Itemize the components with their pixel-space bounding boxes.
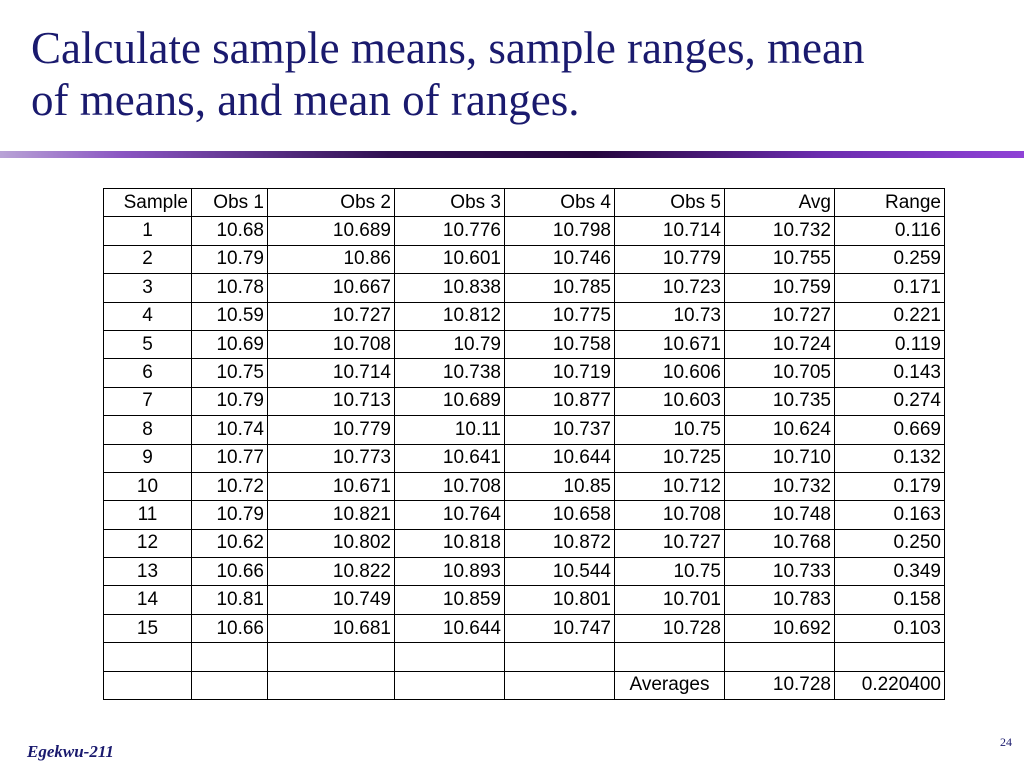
header-cell: Avg [725,189,835,217]
table-cell: 10.689 [395,387,505,415]
table-row [104,274,945,302]
sample-number-cell: 3 [104,274,192,302]
table-cell: 10.712 [615,472,725,500]
table-row [104,586,945,614]
table-cell: 10.671 [268,472,395,500]
sample-number-cell: 11 [104,501,192,529]
table-cell: 10.758 [505,330,615,358]
table-cell: 10.544 [505,558,615,586]
header-cell: Sample [104,189,192,217]
empty-cell [615,643,725,671]
table-cell: 10.801 [505,586,615,614]
header-cell: Range [835,189,945,217]
empty-cell [505,671,615,699]
table-cell: 10.728 [615,614,725,642]
table-cell: 10.66 [192,558,268,586]
table-cell: 10.72 [192,472,268,500]
table-cell: 10.692 [725,614,835,642]
table-cell: 10.749 [268,586,395,614]
table-cell: 10.714 [615,217,725,245]
table-cell: 10.764 [395,501,505,529]
table-body [104,189,945,700]
sample-number-cell: 15 [104,614,192,642]
table-cell: 10.69 [192,330,268,358]
table-cell: 10.727 [268,302,395,330]
empty-cell [192,671,268,699]
table-cell: 10.86 [268,245,395,273]
table-cell: 0.103 [835,614,945,642]
sample-number-cell: 6 [104,359,192,387]
empty-cell [268,671,395,699]
table-cell: 10.603 [615,387,725,415]
table-cell: 10.601 [395,245,505,273]
table-cell: 10.11 [395,416,505,444]
table-header-row [104,189,945,217]
table-cell: 0.116 [835,217,945,245]
table-cell: 10.785 [505,274,615,302]
table-cell: 10.735 [725,387,835,415]
sample-data-table [103,188,945,700]
table-cell: 10.78 [192,274,268,302]
table-cell: 10.773 [268,444,395,472]
table-cell: 10.667 [268,274,395,302]
empty-cell [505,643,615,671]
empty-cell [395,671,505,699]
sample-number-cell: 1 [104,217,192,245]
table-cell: 0.250 [835,529,945,557]
table-cell: 10.710 [725,444,835,472]
empty-cell [835,643,945,671]
table-cell: 10.641 [395,444,505,472]
table-cell: 10.75 [192,359,268,387]
table-cell: 10.681 [268,614,395,642]
header-cell: Obs 2 [268,189,395,217]
table-cell: 0.259 [835,245,945,273]
sample-number-cell: 8 [104,416,192,444]
header-cell: Obs 3 [395,189,505,217]
averages-label-cell: Averages [615,671,725,699]
table-empty-row [104,643,945,671]
sample-number-cell: 7 [104,387,192,415]
table-cell: 10.79 [192,245,268,273]
table-cell: 10.59 [192,302,268,330]
table-cell: 10.748 [725,501,835,529]
table-cell: 10.725 [615,444,725,472]
table-row [104,330,945,358]
table-cell: 10.822 [268,558,395,586]
table-cell: 10.658 [505,501,615,529]
empty-cell [725,643,835,671]
table-cell: 0.274 [835,387,945,415]
table-cell: 10.77 [192,444,268,472]
table-cell: 10.723 [615,274,725,302]
table-row [104,359,945,387]
slide-title [31,22,1001,126]
table-cell: 10.73 [615,302,725,330]
title-divider [0,151,1024,158]
table-cell: 10.708 [615,501,725,529]
table-cell: 10.779 [615,245,725,273]
header-cell: Obs 1 [192,189,268,217]
table-row [104,472,945,500]
table-cell: 10.79 [192,501,268,529]
table-cell: 10.776 [395,217,505,245]
table-cell: 10.812 [395,302,505,330]
table-cell: 10.872 [505,529,615,557]
table-row [104,302,945,330]
sample-number-cell: 9 [104,444,192,472]
table-cell: 10.671 [615,330,725,358]
table-row [104,501,945,529]
table-cell: 10.708 [395,472,505,500]
sample-number-cell: 2 [104,245,192,273]
sample-number-cell: 14 [104,586,192,614]
table-cell: 10.75 [615,558,725,586]
table-cell: 10.719 [505,359,615,387]
table-cell: 10.821 [268,501,395,529]
table-cell: 10.705 [725,359,835,387]
mean-of-means-cell: 10.728 [725,671,835,699]
table-cell: 10.624 [725,416,835,444]
table-cell: 0.171 [835,274,945,302]
slide-title-line-2: of means, and mean of ranges. [31,75,580,125]
table-cell: 10.733 [725,558,835,586]
table-cell: 10.893 [395,558,505,586]
table-cell: 10.746 [505,245,615,273]
table-row [104,387,945,415]
table-cell: 10.714 [268,359,395,387]
table-cell: 10.66 [192,614,268,642]
table-cell: 10.768 [725,529,835,557]
sample-number-cell: 10 [104,472,192,500]
slide-title-line-1: Calculate sample means, sample ranges, mean [31,23,865,73]
header-cell: Obs 4 [505,189,615,217]
table-row [104,416,945,444]
table-cell: 0.143 [835,359,945,387]
table-cell: 10.606 [615,359,725,387]
empty-cell [104,643,192,671]
table-cell: 10.783 [725,586,835,614]
table-row [104,529,945,557]
table-cell: 10.727 [615,529,725,557]
table-cell: 10.747 [505,614,615,642]
table-cell: 10.877 [505,387,615,415]
table-cell: 0.119 [835,330,945,358]
table-cell: 10.713 [268,387,395,415]
table-row [104,558,945,586]
table-cell: 10.727 [725,302,835,330]
table-cell: 10.732 [725,472,835,500]
table-averages-row [104,671,945,699]
table-cell: 10.81 [192,586,268,614]
table-cell: 10.738 [395,359,505,387]
table-cell: 10.798 [505,217,615,245]
table-cell: 10.79 [395,330,505,358]
page-number: 24 [1000,735,1012,749]
table-cell: 0.349 [835,558,945,586]
table-cell: 10.708 [268,330,395,358]
footer-author: Egekwu-211 [27,742,114,761]
table-row [104,614,945,642]
sample-number-cell: 4 [104,302,192,330]
table-cell: 0.669 [835,416,945,444]
empty-cell [268,643,395,671]
table-cell: 10.732 [725,217,835,245]
table-row [104,444,945,472]
table-cell: 10.737 [505,416,615,444]
table-cell: 10.644 [395,614,505,642]
table-cell: 10.859 [395,586,505,614]
table-cell: 10.62 [192,529,268,557]
table-row [104,217,945,245]
table-cell: 10.85 [505,472,615,500]
table-cell: 0.163 [835,501,945,529]
table-cell: 10.818 [395,529,505,557]
table-cell: 10.701 [615,586,725,614]
table-cell: 10.724 [725,330,835,358]
table-cell: 10.759 [725,274,835,302]
table-cell: 10.689 [268,217,395,245]
sample-number-cell: 13 [104,558,192,586]
empty-cell [395,643,505,671]
table-cell: 0.132 [835,444,945,472]
table-cell: 10.838 [395,274,505,302]
table-cell: 10.644 [505,444,615,472]
empty-cell [104,671,192,699]
header-cell: Obs 5 [615,189,725,217]
table-cell: 0.221 [835,302,945,330]
table-cell: 10.755 [725,245,835,273]
table-cell: 10.802 [268,529,395,557]
sample-number-cell: 12 [104,529,192,557]
empty-cell [192,643,268,671]
sample-number-cell: 5 [104,330,192,358]
table-cell: 10.74 [192,416,268,444]
table-cell: 10.75 [615,416,725,444]
table-cell: 0.158 [835,586,945,614]
table-cell: 10.68 [192,217,268,245]
mean-of-ranges-cell: 0.220400 [835,671,945,699]
table-cell: 0.179 [835,472,945,500]
table-cell: 10.79 [192,387,268,415]
table-row [104,245,945,273]
table-cell: 10.775 [505,302,615,330]
table-cell: 10.779 [268,416,395,444]
